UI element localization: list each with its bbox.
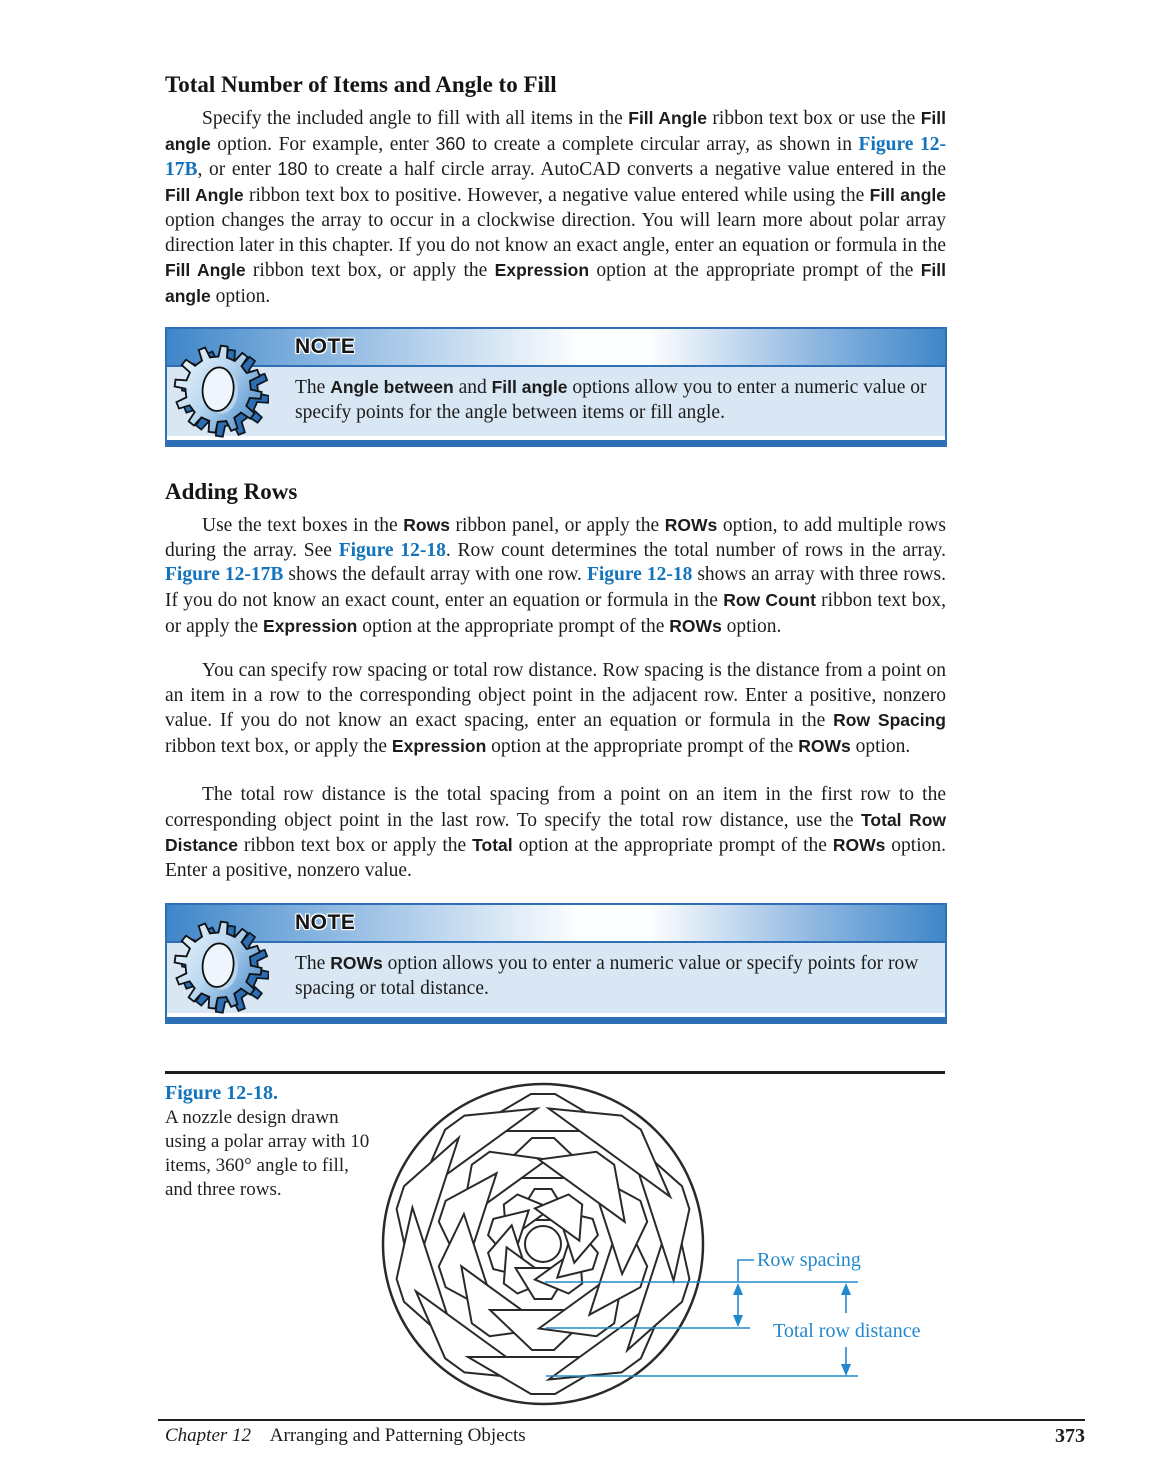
figure-caption-text: A nozzle design drawn using a polar array with 10 items, 360° angle to fill, and three rows. <box>165 1107 370 1200</box>
text-segment: The total row distance is the total spacing from a point on an item in the first row to the corresponding object point in the last row. To specify the total row distance, use the <box>165 784 946 831</box>
text-segment: . Row count determines the total number of rows in the array. <box>445 539 946 561</box>
paragraph-fill-angle <box>165 106 946 310</box>
text-segment: option at the appropriate prompt of the <box>512 835 833 857</box>
text-segment: option allows you to enter a numeric value or specify points for row spacing or total distance. <box>295 953 919 999</box>
figure-reference-link[interactable]: Figure 12-17B <box>165 133 946 181</box>
text-segment: ribbon text box or apply the <box>237 835 473 857</box>
text-segment: option. Enter a positive, nonzero value. <box>165 835 946 882</box>
text-segment: ROWs <box>669 615 722 636</box>
text-segment: 360 <box>435 133 466 154</box>
text-segment: option changes the array to occur in a clockwise direction. You will learn more about polar array direction later in this chapter. If you do not know an exact angle, enter an equation or formula in the <box>165 209 946 256</box>
row-spacing-label: Row spacing <box>757 1249 861 1271</box>
polar-array-slots <box>397 1094 690 1394</box>
text-segment: Row Spacing <box>833 710 947 731</box>
gear-icon <box>169 333 269 445</box>
figure-reference-link[interactable]: Figure 12-17B <box>165 564 284 586</box>
arrowhead-up <box>841 1283 851 1295</box>
text-segment: Total <box>472 835 513 856</box>
text-segment: Expression <box>263 615 358 636</box>
page-number: 373 <box>1055 1425 1085 1447</box>
text-segment: ribbon text box or use the <box>706 108 921 129</box>
text-segment: ribbon text box, or apply the <box>165 736 392 758</box>
text-segment: The <box>295 953 331 974</box>
text-segment: Specify the included angle to fill with all items in the <box>202 108 629 129</box>
arrowhead-down <box>841 1364 851 1376</box>
paragraph-rows <box>165 513 946 640</box>
figure-reference-link[interactable]: Figure 12-18 <box>338 539 446 561</box>
footer-section-title: Arranging and Patterning Objects <box>269 1425 526 1446</box>
paragraph-total-row-distance <box>165 783 946 884</box>
section-heading-adding-rows: Adding Rows <box>165 479 298 504</box>
text-segment: option. <box>721 615 782 637</box>
text-segment: ROWs <box>330 953 383 973</box>
text-segment: option at the appropriate prompt of the <box>486 736 799 758</box>
figure-label: Figure 12-18. <box>165 1082 278 1104</box>
text-segment: Expression <box>494 260 590 281</box>
text-segment: option. For example, enter <box>210 133 436 155</box>
text-segment: option. <box>210 285 271 307</box>
text-segment: Angle between <box>330 377 454 397</box>
note-bottom-strip <box>167 1013 945 1022</box>
note-box-rows-option <box>165 903 947 1024</box>
gear-icon <box>169 909 269 1021</box>
text-segment: options allow you to enter a numeric value or specify points for the angle between items or fill angle. <box>295 377 927 423</box>
text-segment: Fill angle <box>869 185 946 206</box>
text-segment: 180 <box>277 159 308 180</box>
text-segment: to create a complete circular array, as shown in <box>465 133 859 155</box>
text-segment: The <box>295 377 331 398</box>
text-segment: Row Count <box>723 590 816 611</box>
text-segment: ROWs <box>832 835 886 856</box>
text-segment: ROWs <box>798 736 851 757</box>
text-segment: ribbon panel, or apply the <box>449 515 665 536</box>
note-label: NOTE <box>295 335 356 358</box>
figure-reference-link[interactable]: Figure 12-18 <box>586 564 693 586</box>
note-label: NOTE <box>295 911 356 934</box>
text-segment: Fill Angle <box>165 185 244 206</box>
text-segment: , or enter <box>197 159 278 181</box>
figure-caption <box>165 1081 370 1202</box>
text-segment: and <box>453 377 492 398</box>
note-header <box>167 329 945 367</box>
text-segment: You can specify row spacing or total row distance. Row spacing is the distance from a point on an item in a row to the corresponding object point in the adjacent row. Enter a positive, nonzero value. If you do not know an exact spacing, enter an equation or formula in the <box>165 660 946 732</box>
footer-chapter: Chapter 12 <box>165 1425 252 1446</box>
arrowhead-up <box>733 1283 743 1295</box>
row-spacing-leader-bracket <box>738 1260 754 1281</box>
footer-rule <box>158 1419 1085 1421</box>
page-footer <box>158 1425 1085 1448</box>
arrowhead-down <box>733 1315 743 1327</box>
note-bottom-strip <box>167 436 945 445</box>
text-segment: ribbon text box, or apply the <box>165 590 946 637</box>
total-row-distance-label: Total row distance <box>773 1320 921 1342</box>
text-segment: Fill angle <box>165 260 946 306</box>
text-segment: Total Row Distance <box>165 809 946 856</box>
text-segment: to create a half circle array. AutoCAD converts a negative value entered in the <box>307 159 946 181</box>
nozzle-figure <box>365 1073 965 1418</box>
text-segment: option at the appropriate prompt of the <box>357 615 670 637</box>
nozzle-center-hole <box>525 1226 561 1262</box>
note-text <box>167 367 945 425</box>
text-segment: option at the appropriate prompt of the <box>589 260 921 282</box>
text-segment: Fill Angle <box>628 108 707 128</box>
note-text <box>167 943 945 1001</box>
text-segment: option, to add multiple rows during the array. See <box>165 515 947 561</box>
text-segment: ROWs <box>664 515 718 535</box>
text-segment: Expression <box>391 736 487 757</box>
note-header <box>167 905 945 943</box>
note-box-angle-between <box>165 327 947 447</box>
text-segment: Fill Angle <box>165 260 246 281</box>
text-segment: ribbon text box, or apply the <box>245 260 495 282</box>
text-segment: Fill angle <box>491 377 568 397</box>
text-segment: shows the default array with one row. <box>283 564 587 586</box>
text-segment: Rows <box>403 515 450 535</box>
text-segment: Use the text boxes in the <box>202 515 404 536</box>
section-heading-total-items: Total Number of Items and Angle to Fill <box>165 72 557 97</box>
text-segment: shows an array with three rows. If you do not know an exact count, enter an equation or formula in the <box>165 564 947 612</box>
text-segment: Fill angle <box>165 108 946 154</box>
text-segment: ribbon text box to positive. However, a negative value entered while using the <box>243 185 870 207</box>
text-segment: option. <box>850 736 911 758</box>
paragraph-row-spacing <box>165 659 946 760</box>
